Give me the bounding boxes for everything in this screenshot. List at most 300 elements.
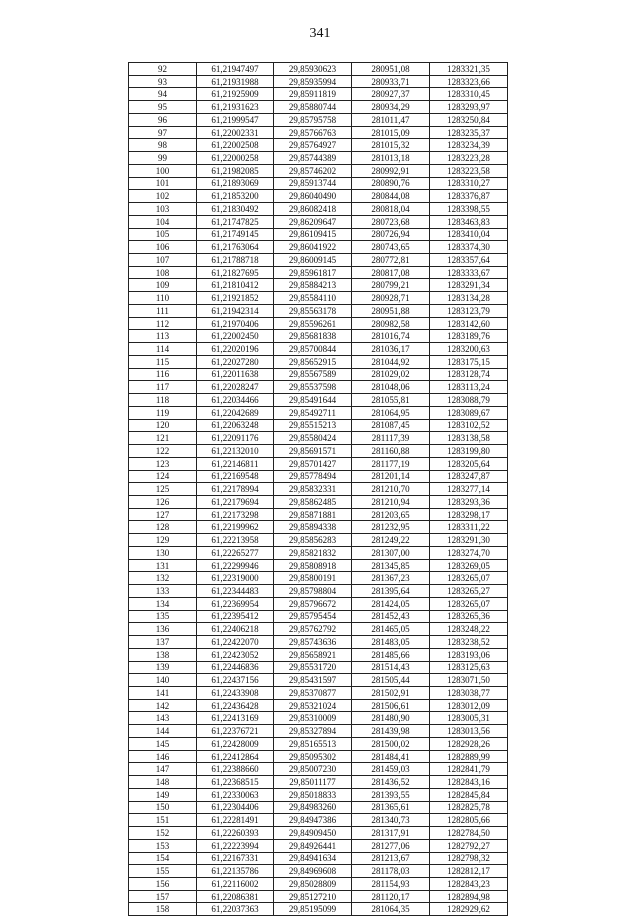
y-coordinate-cell: 1283298,17 <box>430 508 508 521</box>
point-number-cell: 96 <box>129 113 197 126</box>
point-number-cell: 113 <box>129 330 197 343</box>
point-number-cell: 146 <box>129 750 197 763</box>
point-number-cell: 109 <box>129 279 197 292</box>
y-coordinate-cell: 1282841,79 <box>430 763 508 776</box>
y-coordinate-cell: 1283223,28 <box>430 152 508 165</box>
x-coordinate-cell: 281154,93 <box>352 878 430 891</box>
x-coordinate-cell: 281424,05 <box>352 597 430 610</box>
x-coordinate-cell: 281277,06 <box>352 839 430 852</box>
latitude-cell: 61,22223994 <box>197 839 274 852</box>
x-coordinate-cell: 281340,73 <box>352 814 430 827</box>
x-coordinate-cell: 281177,19 <box>352 457 430 470</box>
table-row <box>129 381 508 394</box>
latitude-cell: 61,22330063 <box>197 788 274 801</box>
x-coordinate-cell: 281201,14 <box>352 470 430 483</box>
x-coordinate-cell: 281480,90 <box>352 712 430 725</box>
point-number-cell: 115 <box>129 355 197 368</box>
longitude-cell: 29,85930623 <box>274 63 352 76</box>
point-number-cell: 105 <box>129 228 197 241</box>
longitude-cell: 29,85961817 <box>274 266 352 279</box>
point-number-cell: 125 <box>129 483 197 496</box>
latitude-cell: 61,22437156 <box>197 674 274 687</box>
longitude-cell: 29,84909450 <box>274 827 352 840</box>
latitude-cell: 61,21947497 <box>197 63 274 76</box>
point-number-cell: 142 <box>129 699 197 712</box>
longitude-cell: 29,85743636 <box>274 636 352 649</box>
latitude-cell: 61,22011638 <box>197 368 274 381</box>
x-coordinate-cell: 281317,91 <box>352 827 430 840</box>
longitude-cell: 29,85884213 <box>274 279 352 292</box>
longitude-cell: 29,85537598 <box>274 381 352 394</box>
coordinates-table <box>128 62 508 916</box>
x-coordinate-cell: 281064,35 <box>352 903 430 916</box>
x-coordinate-cell: 280951,88 <box>352 304 430 317</box>
point-number-cell: 152 <box>129 827 197 840</box>
longitude-cell: 29,85492711 <box>274 406 352 419</box>
table-row <box>129 343 508 356</box>
latitude-cell: 61,22319000 <box>197 572 274 585</box>
table-row <box>129 203 508 216</box>
latitude-cell: 61,22412864 <box>197 750 274 763</box>
y-coordinate-cell: 1283250,84 <box>430 113 508 126</box>
longitude-cell: 29,84969608 <box>274 865 352 878</box>
latitude-cell: 61,21747825 <box>197 215 274 228</box>
latitude-cell: 61,22406218 <box>197 623 274 636</box>
longitude-cell: 29,85652915 <box>274 355 352 368</box>
x-coordinate-cell: 281365,61 <box>352 801 430 814</box>
point-number-cell: 140 <box>129 674 197 687</box>
latitude-cell: 61,22034466 <box>197 394 274 407</box>
x-coordinate-cell: 281087,45 <box>352 419 430 432</box>
x-coordinate-cell: 281395,64 <box>352 585 430 598</box>
latitude-cell: 61,21827695 <box>197 266 274 279</box>
table-row <box>129 126 508 139</box>
y-coordinate-cell: 1283234,39 <box>430 139 508 152</box>
y-coordinate-cell: 1283265,07 <box>430 597 508 610</box>
table-row <box>129 534 508 547</box>
point-number-cell: 136 <box>129 623 197 636</box>
x-coordinate-cell: 280928,71 <box>352 292 430 305</box>
x-coordinate-cell: 281505,44 <box>352 674 430 687</box>
x-coordinate-cell: 280982,58 <box>352 317 430 330</box>
latitude-cell: 61,22199962 <box>197 521 274 534</box>
latitude-cell: 61,22132010 <box>197 445 274 458</box>
point-number-cell: 124 <box>129 470 197 483</box>
latitude-cell: 61,21749145 <box>197 228 274 241</box>
longitude-cell: 29,85195099 <box>274 903 352 916</box>
longitude-cell: 29,85007230 <box>274 763 352 776</box>
longitude-cell: 29,85762792 <box>274 623 352 636</box>
y-coordinate-cell: 1283323,66 <box>430 75 508 88</box>
point-number-cell: 148 <box>129 776 197 789</box>
latitude-cell: 61,22002331 <box>197 126 274 139</box>
longitude-cell: 29,85808918 <box>274 559 352 572</box>
point-number-cell: 127 <box>129 508 197 521</box>
x-coordinate-cell: 281345,85 <box>352 559 430 572</box>
point-number-cell: 112 <box>129 317 197 330</box>
point-number-cell: 158 <box>129 903 197 916</box>
table-row <box>129 483 508 496</box>
longitude-cell: 29,85127210 <box>274 890 352 903</box>
x-coordinate-cell: 281483,05 <box>352 636 430 649</box>
point-number-cell: 98 <box>129 139 197 152</box>
table-row <box>129 763 508 776</box>
point-number-cell: 108 <box>129 266 197 279</box>
point-number-cell: 135 <box>129 610 197 623</box>
y-coordinate-cell: 1283310,45 <box>430 88 508 101</box>
longitude-cell: 29,86109415 <box>274 228 352 241</box>
longitude-cell: 29,85862485 <box>274 495 352 508</box>
table-row <box>129 585 508 598</box>
table-row <box>129 139 508 152</box>
x-coordinate-cell: 281203,65 <box>352 508 430 521</box>
longitude-cell: 29,86209647 <box>274 215 352 228</box>
longitude-cell: 29,85795454 <box>274 610 352 623</box>
x-coordinate-cell: 281485,66 <box>352 648 430 661</box>
x-coordinate-cell: 281213,67 <box>352 852 430 865</box>
x-coordinate-cell: 281210,70 <box>352 483 430 496</box>
table-row <box>129 113 508 126</box>
latitude-cell: 61,22146811 <box>197 457 274 470</box>
table-row <box>129 661 508 674</box>
point-number-cell: 95 <box>129 101 197 114</box>
latitude-cell: 61,22260393 <box>197 827 274 840</box>
table-row <box>129 304 508 317</box>
y-coordinate-cell: 1282843,23 <box>430 878 508 891</box>
table-row <box>129 457 508 470</box>
point-number-cell: 110 <box>129 292 197 305</box>
x-coordinate-cell: 280772,81 <box>352 254 430 267</box>
y-coordinate-cell: 1282843,16 <box>430 776 508 789</box>
table-row <box>129 878 508 891</box>
x-coordinate-cell: 281064,95 <box>352 406 430 419</box>
latitude-cell: 61,21810412 <box>197 279 274 292</box>
latitude-cell: 61,22042689 <box>197 406 274 419</box>
latitude-cell: 61,22086381 <box>197 890 274 903</box>
longitude-cell: 29,85871881 <box>274 508 352 521</box>
table-row <box>129 355 508 368</box>
longitude-cell: 29,85310009 <box>274 712 352 725</box>
latitude-cell: 61,21921852 <box>197 292 274 305</box>
x-coordinate-cell: 281502,91 <box>352 686 430 699</box>
x-coordinate-cell: 281015,32 <box>352 139 430 152</box>
longitude-cell: 29,85095302 <box>274 750 352 763</box>
point-number-cell: 144 <box>129 725 197 738</box>
table-row <box>129 890 508 903</box>
table-row <box>129 75 508 88</box>
x-coordinate-cell: 280992,91 <box>352 164 430 177</box>
table-row <box>129 559 508 572</box>
x-coordinate-cell: 280844,08 <box>352 190 430 203</box>
longitude-cell: 29,85321024 <box>274 699 352 712</box>
latitude-cell: 61,22344483 <box>197 585 274 598</box>
latitude-cell: 61,22299946 <box>197 559 274 572</box>
table-row <box>129 725 508 738</box>
latitude-cell: 61,22376721 <box>197 725 274 738</box>
longitude-cell: 29,85766763 <box>274 126 352 139</box>
latitude-cell: 61,22178994 <box>197 483 274 496</box>
table-row <box>129 610 508 623</box>
longitude-cell: 29,85913744 <box>274 177 352 190</box>
table-row <box>129 788 508 801</box>
table-row <box>129 814 508 827</box>
table-row <box>129 801 508 814</box>
table-row <box>129 597 508 610</box>
x-coordinate-cell: 281436,52 <box>352 776 430 789</box>
x-coordinate-cell: 280799,21 <box>352 279 430 292</box>
longitude-cell: 29,84947386 <box>274 814 352 827</box>
longitude-cell: 29,86040490 <box>274 190 352 203</box>
longitude-cell: 29,85431597 <box>274 674 352 687</box>
longitude-cell: 29,85894338 <box>274 521 352 534</box>
point-number-cell: 119 <box>129 406 197 419</box>
point-number-cell: 100 <box>129 164 197 177</box>
x-coordinate-cell: 281393,55 <box>352 788 430 801</box>
x-coordinate-cell: 281210,94 <box>352 495 430 508</box>
table-row <box>129 827 508 840</box>
latitude-cell: 61,21830492 <box>197 203 274 216</box>
x-coordinate-cell: 280817,08 <box>352 266 430 279</box>
latitude-cell: 61,22413169 <box>197 712 274 725</box>
latitude-cell: 61,22446836 <box>197 661 274 674</box>
table-row <box>129 292 508 305</box>
table-row <box>129 712 508 725</box>
y-coordinate-cell: 1283005,31 <box>430 712 508 725</box>
longitude-cell: 29,85764927 <box>274 139 352 152</box>
y-coordinate-cell: 1282784,50 <box>430 827 508 840</box>
longitude-cell: 29,85911819 <box>274 88 352 101</box>
y-coordinate-cell: 1282798,32 <box>430 852 508 865</box>
table-row <box>129 279 508 292</box>
point-number-cell: 114 <box>129 343 197 356</box>
longitude-cell: 29,85584110 <box>274 292 352 305</box>
table-row <box>129 674 508 687</box>
table-row <box>129 686 508 699</box>
x-coordinate-cell: 281160,88 <box>352 445 430 458</box>
longitude-cell: 29,85327894 <box>274 725 352 738</box>
latitude-cell: 61,22020196 <box>197 343 274 356</box>
longitude-cell: 29,85700844 <box>274 343 352 356</box>
longitude-cell: 29,85744389 <box>274 152 352 165</box>
table-row <box>129 228 508 241</box>
point-number-cell: 139 <box>129 661 197 674</box>
point-number-cell: 138 <box>129 648 197 661</box>
x-coordinate-cell: 280951,08 <box>352 63 430 76</box>
latitude-cell: 61,22135786 <box>197 865 274 878</box>
x-coordinate-cell: 280934,29 <box>352 101 430 114</box>
latitude-cell: 61,22002508 <box>197 139 274 152</box>
latitude-cell: 61,22116002 <box>197 878 274 891</box>
table-row <box>129 508 508 521</box>
latitude-cell: 61,22388660 <box>197 763 274 776</box>
x-coordinate-cell: 281439,98 <box>352 725 430 738</box>
point-number-cell: 93 <box>129 75 197 88</box>
y-coordinate-cell: 1283142,60 <box>430 317 508 330</box>
table-row <box>129 406 508 419</box>
table-row <box>129 177 508 190</box>
x-coordinate-cell: 281484,41 <box>352 750 430 763</box>
y-coordinate-cell: 1282805,66 <box>430 814 508 827</box>
point-number-cell: 102 <box>129 190 197 203</box>
latitude-cell: 61,22169548 <box>197 470 274 483</box>
longitude-cell: 29,85491644 <box>274 394 352 407</box>
table-row <box>129 88 508 101</box>
table-row <box>129 495 508 508</box>
x-coordinate-cell: 281307,00 <box>352 546 430 559</box>
longitude-cell: 29,86041922 <box>274 241 352 254</box>
point-number-cell: 130 <box>129 546 197 559</box>
y-coordinate-cell: 1283269,05 <box>430 559 508 572</box>
latitude-cell: 61,22063248 <box>197 419 274 432</box>
x-coordinate-cell: 281044,92 <box>352 355 430 368</box>
longitude-cell: 29,85567589 <box>274 368 352 381</box>
latitude-cell: 61,22167331 <box>197 852 274 865</box>
latitude-cell: 61,21853200 <box>197 190 274 203</box>
latitude-cell: 61,22179694 <box>197 495 274 508</box>
y-coordinate-cell: 1283038,77 <box>430 686 508 699</box>
point-number-cell: 157 <box>129 890 197 903</box>
x-coordinate-cell: 281249,22 <box>352 534 430 547</box>
y-coordinate-cell: 1283321,35 <box>430 63 508 76</box>
y-coordinate-cell: 1283238,52 <box>430 636 508 649</box>
point-number-cell: 154 <box>129 852 197 865</box>
point-number-cell: 145 <box>129 737 197 750</box>
point-number-cell: 149 <box>129 788 197 801</box>
point-number-cell: 133 <box>129 585 197 598</box>
longitude-cell: 29,84926441 <box>274 839 352 852</box>
point-number-cell: 121 <box>129 432 197 445</box>
latitude-cell: 61,21942314 <box>197 304 274 317</box>
table-row <box>129 63 508 76</box>
point-number-cell: 92 <box>129 63 197 76</box>
y-coordinate-cell: 1283189,76 <box>430 330 508 343</box>
latitude-cell: 61,22265277 <box>197 546 274 559</box>
y-coordinate-cell: 1283123,79 <box>430 304 508 317</box>
longitude-cell: 29,85832331 <box>274 483 352 496</box>
point-number-cell: 97 <box>129 126 197 139</box>
point-number-cell: 153 <box>129 839 197 852</box>
latitude-cell: 61,22422070 <box>197 636 274 649</box>
y-coordinate-cell: 1283088,79 <box>430 394 508 407</box>
y-coordinate-cell: 1283277,14 <box>430 483 508 496</box>
table-row <box>129 648 508 661</box>
point-number-cell: 132 <box>129 572 197 585</box>
y-coordinate-cell: 1283333,67 <box>430 266 508 279</box>
longitude-cell: 29,85795758 <box>274 113 352 126</box>
table-row <box>129 470 508 483</box>
longitude-cell: 29,85370877 <box>274 686 352 699</box>
table-row <box>129 839 508 852</box>
longitude-cell: 29,85746202 <box>274 164 352 177</box>
point-number-cell: 143 <box>129 712 197 725</box>
latitude-cell: 61,21931988 <box>197 75 274 88</box>
y-coordinate-cell: 1282929,62 <box>430 903 508 916</box>
longitude-cell: 29,86082418 <box>274 203 352 216</box>
table-row <box>129 164 508 177</box>
y-coordinate-cell: 1283311,22 <box>430 521 508 534</box>
table-row <box>129 190 508 203</box>
table-row <box>129 152 508 165</box>
longitude-cell: 29,85580424 <box>274 432 352 445</box>
y-coordinate-cell: 1283223,58 <box>430 164 508 177</box>
table-row <box>129 623 508 636</box>
table-row <box>129 317 508 330</box>
longitude-cell: 29,84983260 <box>274 801 352 814</box>
x-coordinate-cell: 281011,47 <box>352 113 430 126</box>
y-coordinate-cell: 1283310,27 <box>430 177 508 190</box>
table-row <box>129 865 508 878</box>
x-coordinate-cell: 281452,43 <box>352 610 430 623</box>
point-number-cell: 126 <box>129 495 197 508</box>
point-number-cell: 129 <box>129 534 197 547</box>
table-row <box>129 215 508 228</box>
y-coordinate-cell: 1283398,55 <box>430 203 508 216</box>
y-coordinate-cell: 1282889,99 <box>430 750 508 763</box>
y-coordinate-cell: 1283199,80 <box>430 445 508 458</box>
longitude-cell: 29,85880744 <box>274 101 352 114</box>
latitude-cell: 61,21982085 <box>197 164 274 177</box>
table-row <box>129 852 508 865</box>
x-coordinate-cell: 280890,76 <box>352 177 430 190</box>
x-coordinate-cell: 281055,81 <box>352 394 430 407</box>
y-coordinate-cell: 1282825,78 <box>430 801 508 814</box>
y-coordinate-cell: 1283291,34 <box>430 279 508 292</box>
point-number-cell: 128 <box>129 521 197 534</box>
point-number-cell: 120 <box>129 419 197 432</box>
y-coordinate-cell: 1283113,24 <box>430 381 508 394</box>
latitude-cell: 61,21788718 <box>197 254 274 267</box>
table-row <box>129 546 508 559</box>
y-coordinate-cell: 1283193,06 <box>430 648 508 661</box>
longitude-cell: 29,85821832 <box>274 546 352 559</box>
longitude-cell: 29,85856283 <box>274 534 352 547</box>
latitude-cell: 61,21893069 <box>197 177 274 190</box>
latitude-cell: 61,22173298 <box>197 508 274 521</box>
longitude-cell: 29,86009145 <box>274 254 352 267</box>
y-coordinate-cell: 1283138,58 <box>430 432 508 445</box>
latitude-cell: 61,22436428 <box>197 699 274 712</box>
longitude-cell: 29,85691571 <box>274 445 352 458</box>
point-number-cell: 106 <box>129 241 197 254</box>
point-number-cell: 131 <box>129 559 197 572</box>
table-row <box>129 750 508 763</box>
longitude-cell: 29,85563178 <box>274 304 352 317</box>
y-coordinate-cell: 1283265,27 <box>430 585 508 598</box>
longitude-cell: 29,85011177 <box>274 776 352 789</box>
latitude-cell: 61,22091176 <box>197 432 274 445</box>
y-coordinate-cell: 1283089,67 <box>430 406 508 419</box>
longitude-cell: 29,85796672 <box>274 597 352 610</box>
point-number-cell: 134 <box>129 597 197 610</box>
latitude-cell: 61,21970406 <box>197 317 274 330</box>
latitude-cell: 61,22433908 <box>197 686 274 699</box>
x-coordinate-cell: 281514,43 <box>352 661 430 674</box>
y-coordinate-cell: 1283102,52 <box>430 419 508 432</box>
table-row <box>129 330 508 343</box>
table-row <box>129 521 508 534</box>
y-coordinate-cell: 1283134,28 <box>430 292 508 305</box>
point-number-cell: 156 <box>129 878 197 891</box>
longitude-cell: 29,85701427 <box>274 457 352 470</box>
latitude-cell: 61,22037363 <box>197 903 274 916</box>
y-coordinate-cell: 1283293,36 <box>430 495 508 508</box>
table-row <box>129 101 508 114</box>
latitude-cell: 61,22368515 <box>197 776 274 789</box>
x-coordinate-cell: 281120,17 <box>352 890 430 903</box>
y-coordinate-cell: 1282894,98 <box>430 890 508 903</box>
x-coordinate-cell: 280723,68 <box>352 215 430 228</box>
latitude-cell: 61,22000258 <box>197 152 274 165</box>
